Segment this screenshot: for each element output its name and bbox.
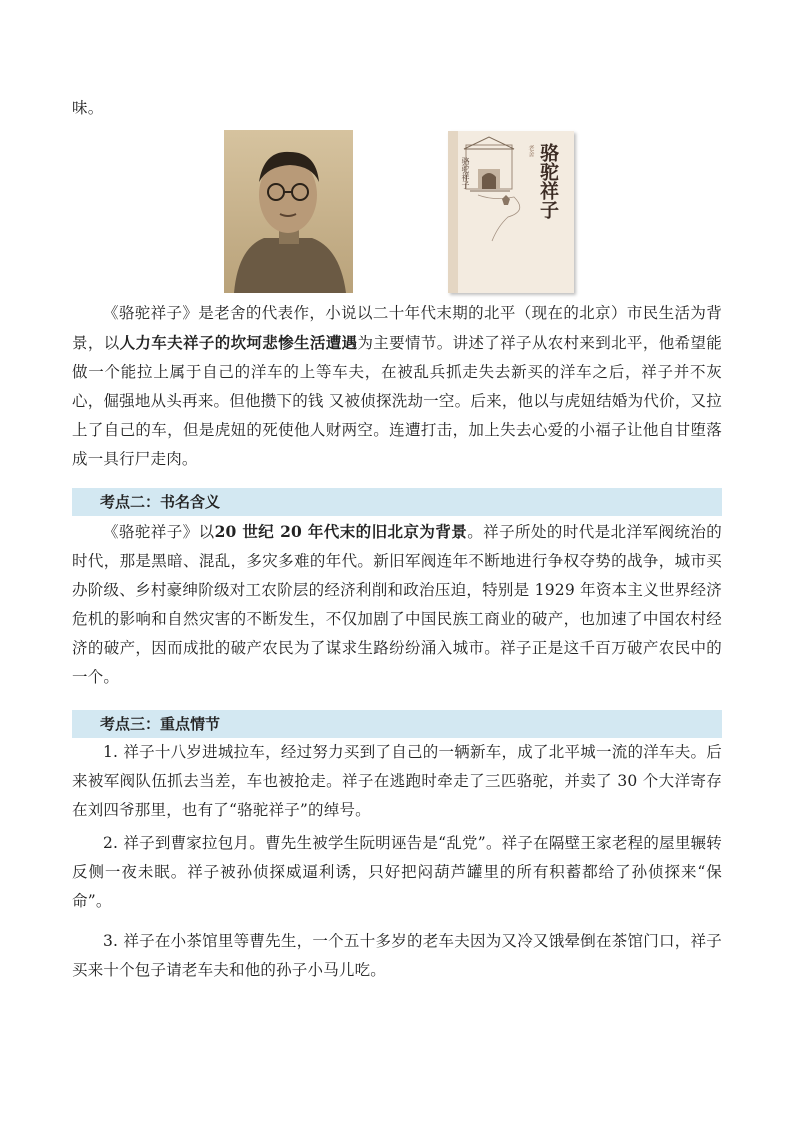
book-cover-author: 老舍	[527, 145, 534, 157]
paragraph-background	[72, 517, 722, 692]
plot-item-3	[72, 927, 722, 985]
paragraph-text: 。祥子所处的时代是北洋军阀统治的时代，那是黑暗、混乱，多灾多难的年代。新旧军阀连年不断地进行争权夺势的战争，城市买办阶级、乡村豪绅阶级对工农阶层的经济利削和政治压迫，特别是 1929 年资本主义世界经济危机的影响和自然灾害的不断发生，不仅加剧了中国民族工商业的破产，也加速了中国农村经济的破产，因而成批的破产农民为了谋求生路纷纷涌入城市。祥子正是这千百万破产农民中的一个。	[72, 523, 722, 686]
paragraph-text: 《骆驼祥子》是老舍的代表作，小说以二十年代末期的北平（现在的北京）市民生活为背景，以	[72, 304, 722, 352]
paragraph-text: 《骆驼祥子》以	[103, 523, 215, 541]
paragraph-ending	[72, 94, 722, 123]
section-heading-key-plot	[72, 710, 722, 738]
book-spine-title: 骆驼祥子	[461, 157, 470, 189]
paragraph-text: 3. 祥子在小茶馆里等曹先生，一个五十多岁的老车夫因为又冷又饿晕倒在茶馆门口，祥子买来十个包子请老车夫和他的孙子小马儿吃。	[72, 932, 722, 979]
paragraph-bold-text: 20 世纪 20 年代末的旧北京为背景	[214, 522, 468, 541]
author-photo	[224, 130, 353, 293]
author-portrait-image	[224, 130, 353, 293]
plot-item-1	[72, 738, 722, 825]
paragraph-text: 2. 祥子到曹家拉包月。曹先生被学生阮明诬告是“乱党”。祥子在隔壁王家老程的屋里辗转反侧一夜未眠。祥子被孙侦探威逼利诱，只好把闷葫芦罐里的所有积蓄都给了孙侦探来“保命”。	[72, 834, 722, 910]
section-heading-book-meaning	[72, 488, 722, 516]
plot-item-2	[72, 829, 722, 916]
paragraph-text: 为主要情节。讲述了祥子从农村来到北平，他希望能做一个能拉上属于自己的洋车的上等车夫，在被乱兵抓走失去新买的洋车之后，祥子并不灰心，倔强地从头再来。但他攒下的钱 又被侦探洗劫一空。后来，他以与虎妞结婚为代价，又拉上了自己的车，但是虎妞的死使他人财两空。连遭打击，加上失去心爱的小福子让他自甘堕落成一具行尸走肉。	[72, 334, 722, 468]
paragraph-bold-text: 人力车夫祥子的坎坷悲惨生活遭遇	[119, 333, 358, 352]
section-heading-text: 考点二：书名含义	[100, 493, 221, 511]
paragraph-summary	[72, 299, 722, 474]
section-heading-text: 考点三：重点情节	[100, 715, 221, 733]
book-cover-title: 骆驼祥子	[537, 143, 559, 219]
paragraph-text: 味。	[72, 99, 104, 117]
book-cover	[448, 131, 574, 293]
paragraph-text: 1. 祥子十八岁进城拉车，经过努力买到了自己的一辆新车，成了北平城一流的洋车夫。后来被军阀队伍抓去当差，车也被抢走。祥子在逃跑时牵走了三匹骆驼，并卖了 30 个大洋寄存在刘四爷那里，也有了“骆驼祥子”的绰号。	[72, 743, 722, 819]
